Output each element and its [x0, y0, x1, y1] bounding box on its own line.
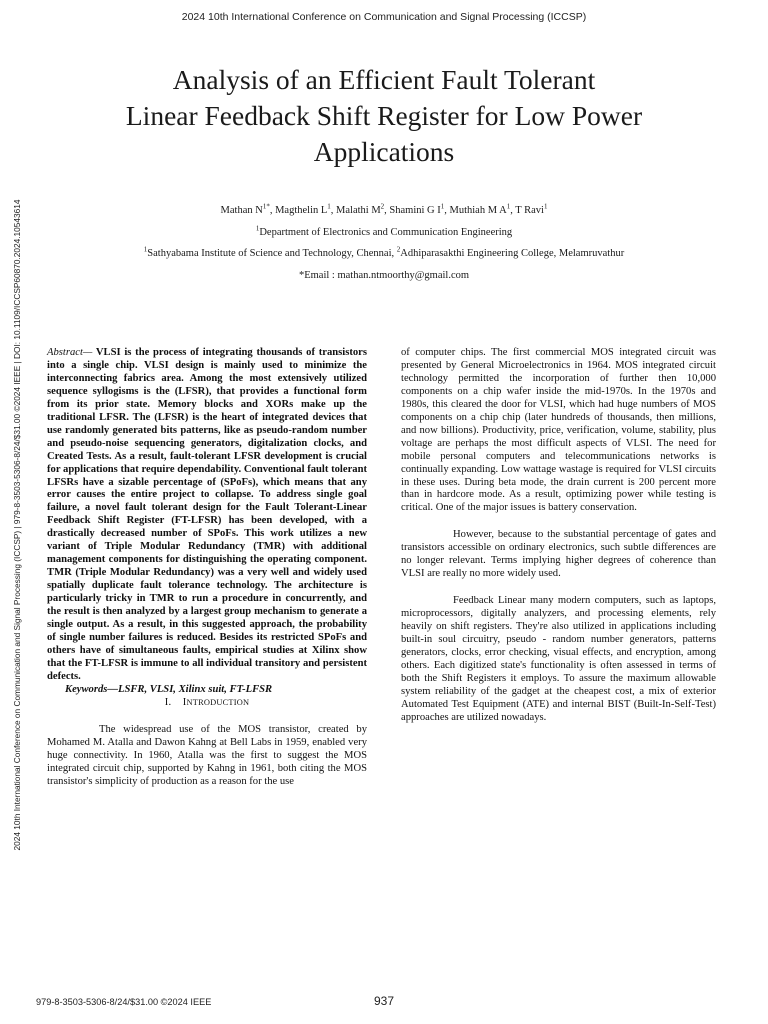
author-name: , T Ravi: [510, 205, 544, 216]
affiliation-sup: 1: [143, 245, 148, 254]
section-heading-introduction: [47, 697, 367, 710]
author-email: *Email : mathan.ntmoorthy@gmail.com: [298, 270, 470, 281]
conference-header: 2024 10th International Conference on Communication and Signal Processing (ICCSP): [181, 11, 587, 23]
author-sup: 1: [327, 202, 331, 211]
abstract-lead: Abstract—: [47, 347, 93, 358]
author-list: [0, 202, 768, 216]
title-line-1: Analysis of an Efficient Fault Tolerant: [172, 64, 596, 95]
right-column: [401, 347, 716, 725]
left-column: [47, 347, 367, 788]
author-sup: 1*: [262, 202, 270, 211]
body-paragraph: However, because to the substantial percentage of gates and transistors accessible on ordinary electronics, such subtle differences are no longer relevant. Terms implying higher degrees of coherence than VLSI are really no more widely used.: [401, 529, 716, 580]
author-sup: 2: [380, 202, 385, 211]
author-name: , Muthiah M A: [444, 205, 507, 216]
title-line-3: Applications: [313, 136, 455, 167]
author-first: Mathan N: [220, 205, 263, 216]
side-identifier-text: 2024 10th International Conference on Communication and Signal Processing (ICCSP) | 979-8-3503-5306-8/24/$31.00 ©2024 IEEE | DOI: 10.1109/ICCSP60870.2024.10543614: [12, 199, 22, 851]
section-title-rest: NTRODUCTION: [186, 697, 250, 707]
affiliation-institutions: [0, 245, 768, 259]
affiliation-text: Sathyabama Institute of Science and Technology, Chennai,: [147, 248, 397, 259]
page-number: 937: [373, 994, 395, 1008]
section-number: I.: [164, 696, 172, 708]
keywords: Keywords—LSFR, VLSI, Xilinx suit, FT-LFSR: [65, 683, 273, 695]
author-name: , Shamini G I: [384, 205, 441, 216]
section-title-first: I: [182, 696, 187, 708]
author-sup: 1: [506, 202, 511, 211]
abstract: [47, 347, 367, 684]
affiliation-sup: 1: [255, 224, 260, 233]
footer-isbn: 979-8-3503-5306-8/24/$31.00 ©2024 IEEE: [36, 997, 212, 1007]
affiliation-text: Department of Electronics and Communication Engineering: [259, 227, 513, 238]
author-sup: 1: [440, 202, 445, 211]
affiliation-text: Adhiparasakthi Engineering College, Melamruvathur: [400, 248, 625, 259]
intro-paragraph: The widespread use of the MOS transistor, created by Mohamed M. Atalla and Dawon Kahng at Bell Labs in 1959, enabled very huge connectivity. In 1960, Atalla was the first to suggest the MOS integrated circuit chip, supported by Kahng in 1961, both citing the MOS transistor's simplicity of production as a reason for the use: [47, 723, 367, 787]
title-line-2: Linear Feedback Shift Register for Low Power: [125, 100, 643, 131]
authors-block: [0, 202, 768, 281]
abstract-text: VLSI is the process of integrating thousands of transistors into a single chip. VLSI design is mainly used to minimize the interconnecting fabrics area. Among the most extensively utilized sequence syllogisms is the (LFSR), that provides a functional form from its prior state. Memory blocks and XORs make up the traditional LFSR. The (LFSR) is the heart of integrated devices that use randomly generated bits patterns, like as pseudo-random number and pseudo-noise sequencing generators, digitalization clocks, and Created Tests. As a result, fault-tolerant LFSR development is crucial for applications that require dependability. Conventional fault tolerant LFSRs have a sizable percentage of (SPoFs), which means that any error causes the entire project to collapse. To address single goal failure, a novel fault tolerant design for the Fault Tolerant-Linear Feedback Shift Register (FT-LFSR) has been developed, with a drastically decreased number of SPoFs. This work utilizes a new variant of Triple Modular Redundancy (TMR) with additional management components for distinguishing the operating component. TMR (Triple Modular Redundancy) was a very well and widely used spatially duplicate fault tolerance technology. The architecture is particularly tricky in TMR to run a procedure in concurrently, and the result is then analyzed by a largest group mechanism to generate a single output. As a result, in this suggested approach, the probability of single number failures is reduced. Besides its restricted SPoFs and others have of simultaneous faults, empirical studies at Xilinx show that the FT-LFSR is immune to all individual transitory and persistent defects.: [47, 347, 367, 682]
body-paragraph: Feedback Linear many modern computers, such as laptops, microprocessors, digitally analyzers, and processing elements, rely heavily on shift registers. They're also utilized in applications including built-in soul circuitry, pseudo - random number generators, patterns generators, clocks, error checking, visual effects, and encryption, among others. Each digitized state's functionality is often assessed in terms of both the Shift Registers it employs. To assure the maximum allowable system reliability of the gadget at the cheapest cost, a mix of exterior Automated Test Equipment (ATE) and internal BIST (Built-In-Self-Test) approaches are utilized nowadays.: [401, 595, 716, 723]
paper-title: [60, 62, 708, 170]
author-sup: 1: [543, 202, 548, 211]
affiliation-sup: 2: [396, 245, 401, 254]
author-name: , Malathi M: [330, 205, 381, 216]
body-paragraph: of computer chips. The first commercial MOS integrated circuit was presented by General Microelectronics in 1964. MOS integrated circuit technology permitted the incorporation of further then 10,000 components on a chip wafer inside the mid-1970s. In the 1970s and 1980s, this cleared the door for VLSI, which had huge numbers of MOS components on a chip chip (later hundreds of thousands, then millions, and now billions). Productivity, price, verification, volume, stability, plus voltage are perhaps the most difficult aspects of VLSI. The need for mobile personal computers and telecommunications networks is continually expanding. Low wattage wastage is required for VLSI circuits in these uses. During beta mode, the drain current is 200 percent more than in hardcore mode. As a result, optimizing power while testing is critical. One of the major issues is battery conservation.: [401, 347, 716, 514]
author-name: , Magthelin L: [269, 205, 328, 216]
affiliation-department: [0, 224, 768, 238]
